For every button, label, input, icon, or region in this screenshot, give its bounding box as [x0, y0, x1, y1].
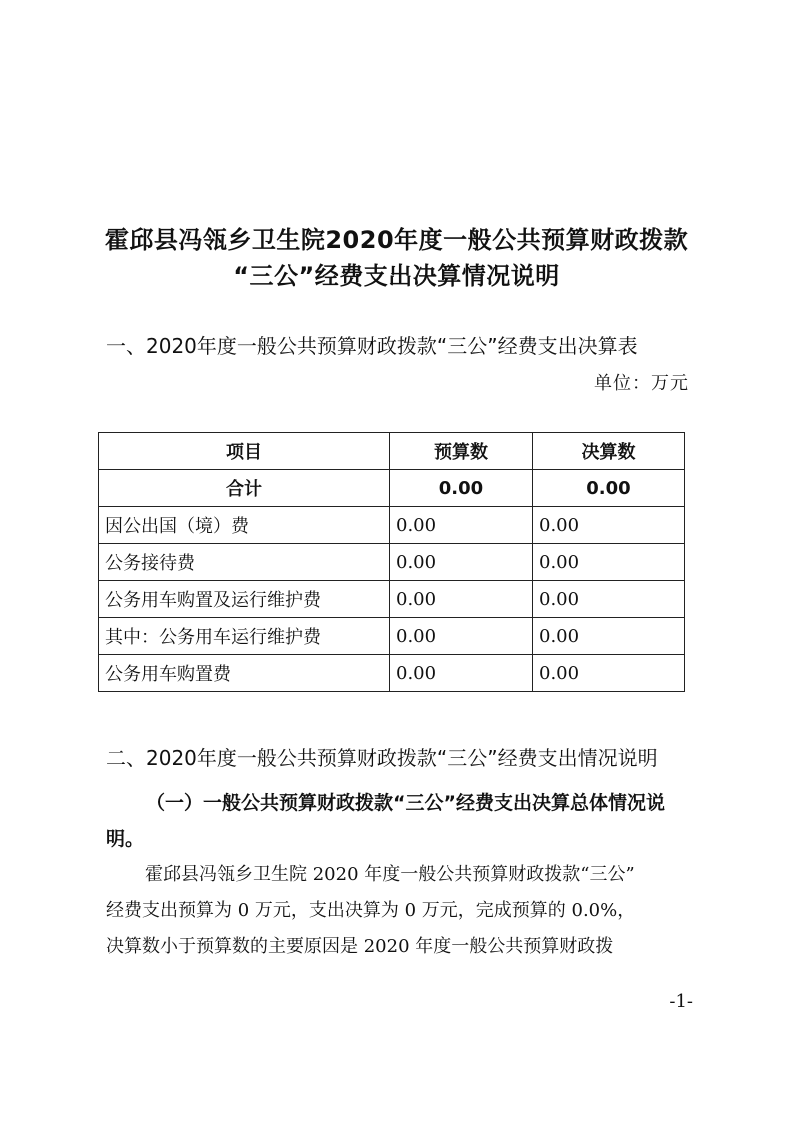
total-actual: 0.00	[533, 470, 685, 507]
table-row	[99, 655, 685, 692]
subsection-1-heading: （一）一般公共预算财政拨款“三公”经费支出决算总体情况说明。	[106, 792, 665, 850]
page-number: -1-	[669, 991, 693, 1012]
table-total-row	[99, 470, 685, 507]
row-label: 公务接待费	[99, 544, 390, 581]
paragraph-line-3: 决算数小于预算数的主要原因是 2020 年度一般公共预算财政拨	[106, 936, 614, 957]
row-actual: 0.00	[533, 655, 685, 692]
paragraph-line-2: 经费支出预算为 0 万元，支出决算为 0 万元，完成预算的 0.0%，	[106, 900, 636, 921]
row-actual: 0.00	[533, 581, 685, 618]
paragraph-line-1: 霍邱县冯瓴乡卫生院 2020 年度一般公共预算财政拨款“三公”	[145, 864, 635, 885]
three-public-expenses-table	[98, 432, 685, 692]
header-budget: 预算数	[390, 433, 533, 470]
table-row	[99, 507, 685, 544]
row-budget: 0.00	[390, 544, 533, 581]
row-label: 公务用车购置及运行维护费	[99, 581, 390, 618]
table-row	[99, 618, 685, 655]
section-2-heading: 二、2020年度一般公共预算财政拨款“三公”经费支出情况说明	[106, 746, 658, 770]
row-budget: 0.00	[390, 655, 533, 692]
table-row	[99, 581, 685, 618]
total-label: 合计	[99, 470, 390, 507]
row-actual: 0.00	[533, 544, 685, 581]
table-header-row	[99, 433, 685, 470]
row-budget: 0.00	[390, 507, 533, 544]
document-title-line-2: “三公”经费支出决算情况说明	[233, 262, 560, 290]
row-label: 公务用车购置费	[99, 655, 390, 692]
row-budget: 0.00	[390, 581, 533, 618]
header-item: 项目	[99, 433, 390, 470]
unit-label: 单位：万元	[594, 373, 689, 394]
row-actual: 0.00	[533, 507, 685, 544]
header-actual: 决算数	[533, 433, 685, 470]
row-label: 其中：公务用车运行维护费	[99, 618, 390, 655]
section-1-heading: 一、2020年度一般公共预算财政拨款“三公”经费支出决算表	[106, 334, 638, 358]
document-title-line-1: 霍邱县冯瓴乡卫生院2020年度一般公共预算财政拨款	[104, 226, 689, 254]
table-row	[99, 544, 685, 581]
row-budget: 0.00	[390, 618, 533, 655]
total-budget: 0.00	[390, 470, 533, 507]
row-actual: 0.00	[533, 618, 685, 655]
row-label: 因公出国（境）费	[99, 507, 390, 544]
